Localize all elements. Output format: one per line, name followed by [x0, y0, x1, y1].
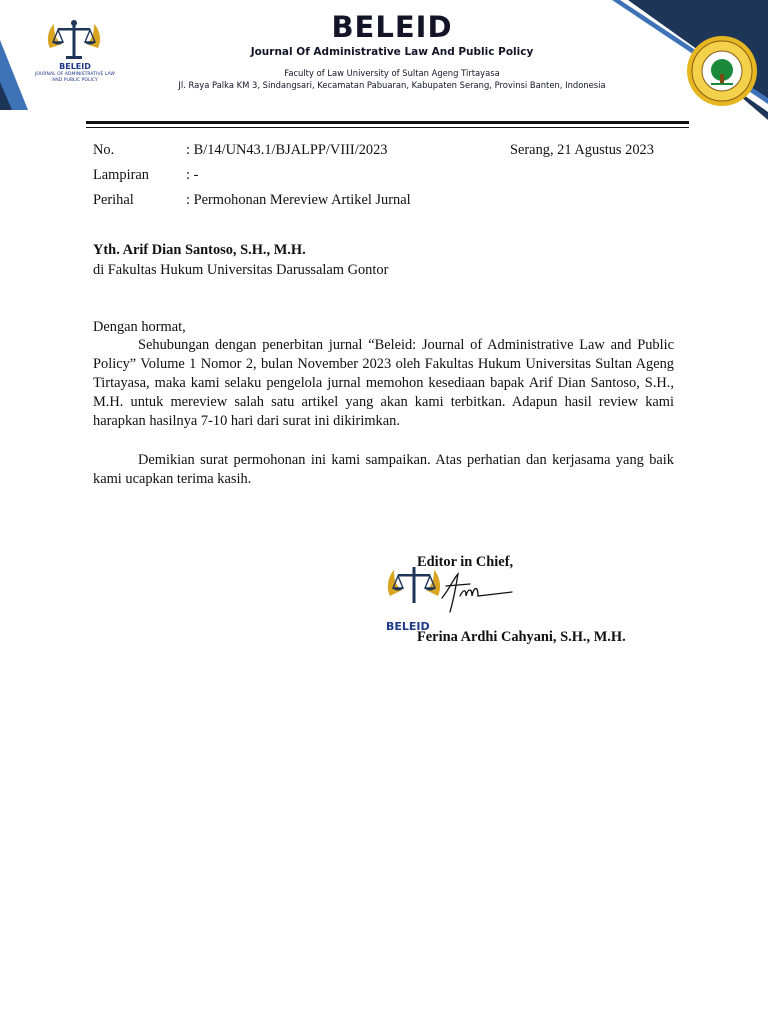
- recipient-place: di Fakultas Hukum Universitas Darussalam Gontor: [93, 262, 389, 278]
- signer-name: Ferina Ardhi Cahyani, S.H., M.H.: [417, 629, 626, 645]
- stamp-brand-name: BELEID: [386, 620, 430, 633]
- header-rule-thick: [86, 121, 689, 124]
- attachment-value: : -: [186, 167, 199, 183]
- faculty-line: Faculty of Law University of Sultan Ageng Tirtayasa: [284, 68, 500, 78]
- body-paragraph-2: Demikian surat permohonan ini kami sampaikan. Atas perhatian dan kerjasama yang baik kami ucapkan terima kasih.: [93, 452, 674, 487]
- salutation: Dengan hormat,: [93, 319, 186, 335]
- subject-value: : Permohonan Mereview Artikel Jurnal: [186, 192, 411, 208]
- number-value: : B/14/UN43.1/BJALPP/VIII/2023: [186, 142, 388, 158]
- address-line: Jl. Raya Palka KM 3, Sindangsari, Kecamatan Pabuaran, Kabupaten Serang, Provinsi Banten, Indonesia: [178, 80, 606, 90]
- header-rule-thin: [86, 127, 689, 128]
- handwritten-signature: [436, 568, 516, 618]
- logo-brand-name: BELEID: [59, 62, 91, 71]
- journal-title: BELEID: [331, 10, 453, 44]
- recipient-name: Yth. Arif Dian Santoso, S.H., M.H.: [93, 242, 306, 258]
- body-paragraph-1: Sehubungan dengan penerbitan jurnal “Beleid: Journal of Administrative Law and Public Policy” Volume 1 Nomor 2, bulan November 2023 oleh Fakultas Hukum Universitas Sultan Ageng Tirtayasa, maka kami selaku pengelola jurnal memohon kesediaan bapak Arif Dian Santoso, S.H., M.H. untuk mereview salah satu artikel yang akan kami terbitkan. Adapun hasil review kami harapkan hasilnya 7-10 hari dari surat ini dikirimkan.: [93, 337, 674, 429]
- number-label: No.: [93, 142, 115, 158]
- subject-label: Perihal: [93, 192, 134, 208]
- closing-title: Editor in Chief,: [417, 554, 514, 570]
- journal-subtitle: Journal Of Administrative Law And Public Policy: [250, 46, 534, 58]
- letter-date: Serang, 21 Agustus 2023: [510, 142, 654, 158]
- attachment-label: Lampiran: [93, 167, 149, 183]
- logo-brand-subtitle: JOURNAL OF ADMINISTRATIVE LAW AND PUBLIC POLICY: [35, 72, 115, 83]
